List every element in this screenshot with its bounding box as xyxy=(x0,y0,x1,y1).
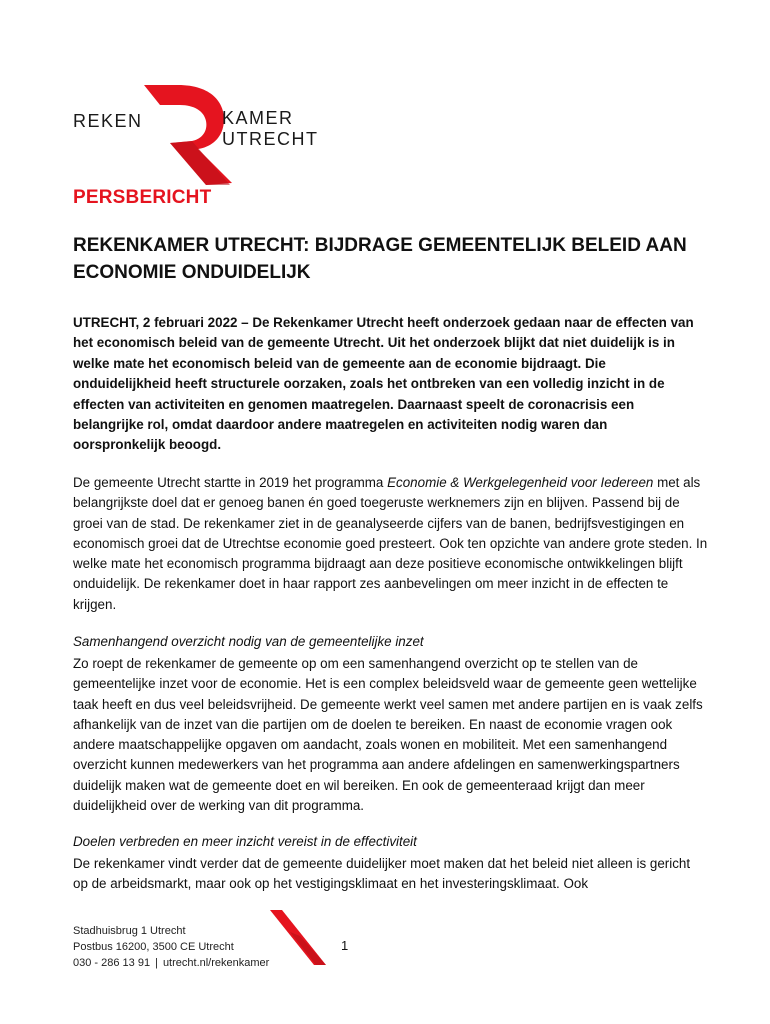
lead-paragraph: UTRECHT, 2 februari 2022 – De Rekenkamer Utrecht heeft onderzoek gedaan naar de effecten van het economisch beleid van de gemeente Utrecht. Uit het onderzoek blijkt dat niet duidelijk is in welke mate het economisch beleid van de gemeente aan de economie bijdraagt. Die onduidelijkheid heeft structurele oorzaken, zoals het ontbreken van een volledig inzicht in de effecten van activiteiten en genomen maatregelen. Daarnaast speelt de coronacrisis een belangrijke rol, omdat daardoor andere maatregelen en activiteiten nodig waren dan oorspronkelijk beoogd. xyxy=(73,315,694,453)
headline: REKENKAMER UTRECHT: BIJDRAGE GEMEENTELIJK BELEID AAN ECONOMIE ONDUIDELIJK xyxy=(73,235,687,283)
section-2-heading: Doelen verbreden en meer inzicht vereist in de effectiviteit xyxy=(73,834,417,849)
footer-address: Stadhuisbrug 1 Utrecht xyxy=(73,925,186,937)
paragraph-1-intro: De gemeente Utrecht startte in 2019 het programma xyxy=(73,475,388,490)
document-label: PERSBERICHT xyxy=(73,187,212,208)
footer-web-link[interactable]: utrecht.nl/rekenkamer xyxy=(162,957,270,969)
footer-address-block xyxy=(73,923,269,971)
logo-word-utrecht: UTRECHT xyxy=(222,129,319,149)
paragraph-1-body: met als belangrijkste doel dat er genoeg banen én goed toegeruste werknemers zijn en blijven. Passend bij de groei van de stad. De rekenkamer ziet in de geanalyseerde cijfers van de banen, bedrijfsvestigingen en economisch groei dat de Utrechtse economie goed presteert. Ook ten opzichte van andere grote steden. In welke mate het economisch programma bijdraagt aan deze positieve economische ontwikkelingen blijft onduidelijk. De rekenkamer doet in haar rapport zes aanbevelingen om meer inzicht in de effecten te krijgen. xyxy=(73,475,708,612)
footer-phone: 030 - 286 13 91 xyxy=(73,957,151,969)
logo-word-reken: REKEN xyxy=(73,111,143,131)
section-1-heading: Samenhangend overzicht nodig van de gemeentelijke inzet xyxy=(73,634,424,649)
footer-r-mark-icon xyxy=(270,910,330,965)
paragraph-1 xyxy=(73,473,708,615)
page-number: 1 xyxy=(341,938,349,953)
logo-word-kamer: KAMER xyxy=(222,108,294,128)
footer-postbus: Postbus 16200, 3500 CE Utrecht xyxy=(73,941,234,953)
program-name: Economie & Werkgelegenheid voor Iedereen xyxy=(387,475,654,490)
section-1-body: Zo roept de rekenkamer de gemeente op om een samenhangend overzicht op te stellen van de gemeentelijke inzet voor de economie. Het is een complex beleidsveld waar de gemeente geen wettelijke taak heeft en dus veel beleidsvrijheid. De gemeente werkt veel samen met andere partijen en is vaak zelfs afhankelijk van de inzet van die partijen om de doelen te bereiken. En naast de economie vragen ook andere maatschappelijke opgaven om aandacht, zoals wonen en mobiliteit. Met een samenhangend overzicht kunnen medewerkers van het programma aan andere afdelingen en samenwerkingspartners duidelijk maken wat de gemeente doet en wil bereiken. En ook de gemeenteraad krijgt dan meer duidelijkheid over de werking van dit programma. xyxy=(73,656,703,814)
footer-separator: | xyxy=(155,957,158,969)
section-2-body: De rekenkamer vindt verder dat de gemeente duidelijker moet maken dat het beleid niet alleen is gericht op de arbeidsmarkt, maar ook op het vestigingsklimaat en het investeringsklimaat. Ook xyxy=(73,856,691,892)
footer-contact xyxy=(73,955,269,971)
